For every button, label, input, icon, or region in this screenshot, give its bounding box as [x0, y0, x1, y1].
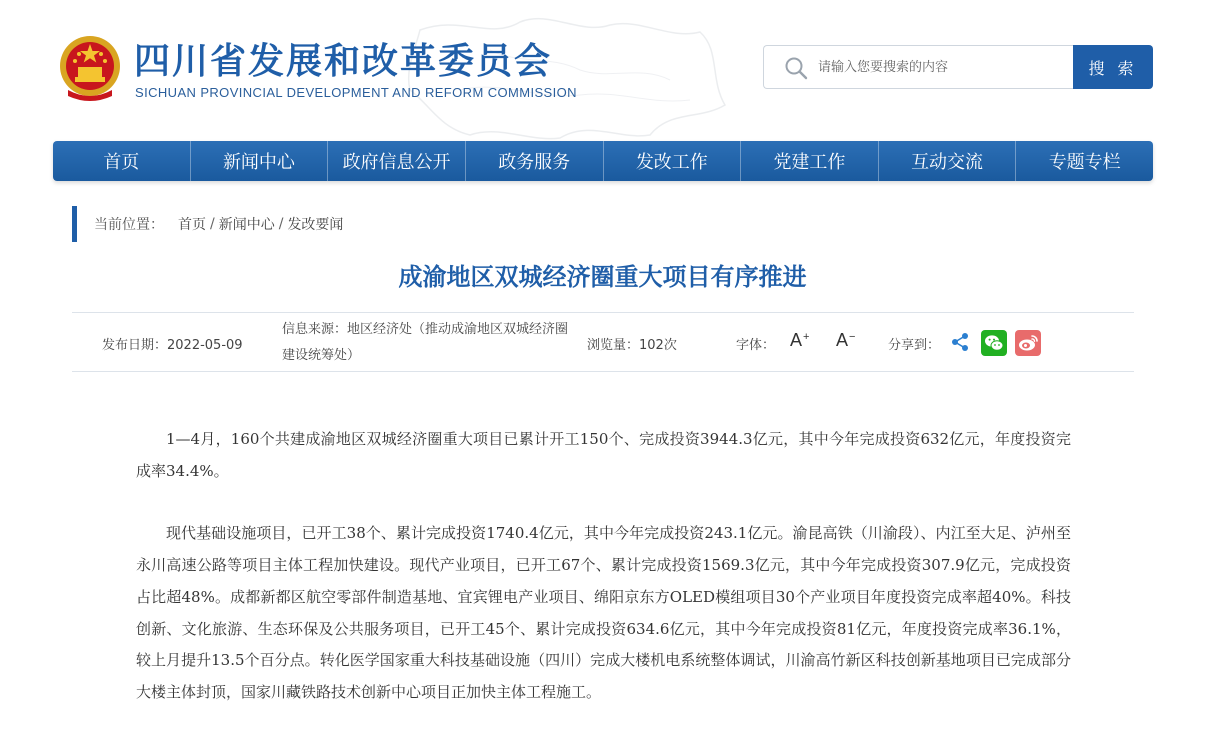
article-paragraph: 1—4月，160个共建成渝地区双城经济圈重大项目已累计开工150个、完成投资3944.3亿元，其中今年完成投资632亿元，年度投资完成率34.4%。	[136, 430, 1071, 480]
publish-date-label: 发布日期：	[102, 338, 168, 353]
nav-item-gov-info[interactable]: 政府信息公开	[328, 141, 466, 181]
publish-date-value: 2022-05-09	[167, 338, 243, 353]
nav-item-party-building[interactable]: 党建工作	[741, 141, 879, 181]
breadcrumb-home[interactable]: 首页	[178, 217, 206, 233]
minus-icon: −	[849, 331, 856, 343]
wechat-icon[interactable]	[981, 330, 1007, 356]
article-title: 成渝地区双城经济圈重大项目有序推进	[398, 263, 807, 291]
share-label: 分享到：	[888, 338, 941, 353]
national-emblem-icon	[58, 34, 122, 102]
site-title: 四川省发展和改革委员会	[134, 41, 553, 82]
info-source-value: 地区经济处（推动成渝地区双城经济圈建设统筹处）	[282, 322, 569, 363]
breadcrumb-current[interactable]: 发改要闻	[287, 217, 344, 233]
breadcrumb	[72, 206, 343, 242]
breadcrumb-separator: /	[210, 216, 215, 232]
nav-item-services[interactable]: 政务服务	[466, 141, 604, 181]
font-size-label: 字体：	[736, 338, 776, 353]
font-increase-button[interactable]	[790, 330, 809, 351]
font-decrease-letter: A	[836, 330, 849, 350]
search-icon	[784, 56, 808, 80]
share-icon[interactable]	[950, 332, 970, 352]
site-subtitle: SICHUAN PROVINCIAL DEVELOPMENT AND REFORM COMMISSION	[135, 85, 577, 100]
search-button[interactable]: 搜 索	[1073, 45, 1153, 89]
nav-item-reform-work[interactable]: 发改工作	[604, 141, 742, 181]
view-count-label: 浏览量：	[587, 338, 640, 353]
view-count	[587, 334, 677, 353]
site-header	[0, 0, 1221, 140]
main-nav	[53, 141, 1153, 181]
search-box	[763, 45, 1074, 89]
view-count-value: 102次	[639, 338, 677, 353]
breadcrumb-separator: /	[278, 216, 284, 232]
search-input[interactable]	[818, 46, 1068, 88]
font-increase-letter: A	[790, 330, 803, 350]
article-body	[136, 424, 1071, 740]
info-source-label: 信息来源：	[282, 322, 348, 337]
breadcrumb-label: 当前位置：	[94, 217, 164, 233]
article-paragraph: 现代基础设施项目，已开工38个、累计完成投资1740.4亿元，其中今年完成投资243.1亿元。渝昆高铁（川渝段）、内江至大足、泸州至永川高速公路等项目主体工程加快建设。现代产业项目，已开工67个、累计完成投资1569.3亿元，其中今年完成投资307.9亿元，完成投资占比超48%。成都新都区航空零部件制造基地、宜宾锂电产业项目、绵阳京东方OLED模组项目30个产业项目年度投资完成率超40%。科技创新、文化旅游、生态环保及公共服务项目，已开工45个、累计完成投资634.6亿元，其中今年完成投资81亿元，年度投资完成率36.1%，较上月提升13.5个百分点。转化医学国家重大科技基础设施（四川）完成大楼机电系统整体调试，川渝高竹新区科技创新基地项目已完成部分大楼主体封顶，国家川藏铁路技术创新中心项目正加快主体工程施工。	[136, 524, 1071, 701]
plus-icon: +	[803, 331, 810, 343]
nav-item-home[interactable]: 首页	[53, 141, 191, 181]
info-source	[282, 317, 572, 369]
font-decrease-button[interactable]	[836, 330, 855, 351]
publish-date	[102, 334, 243, 353]
nav-item-interaction[interactable]: 互动交流	[879, 141, 1017, 181]
nav-item-news[interactable]: 新闻中心	[191, 141, 329, 181]
article-meta	[72, 312, 1134, 372]
nav-item-special-topics[interactable]: 专题专栏	[1048, 152, 1121, 173]
weibo-icon[interactable]	[1015, 330, 1041, 356]
breadcrumb-news[interactable]: 新闻中心	[218, 217, 275, 233]
